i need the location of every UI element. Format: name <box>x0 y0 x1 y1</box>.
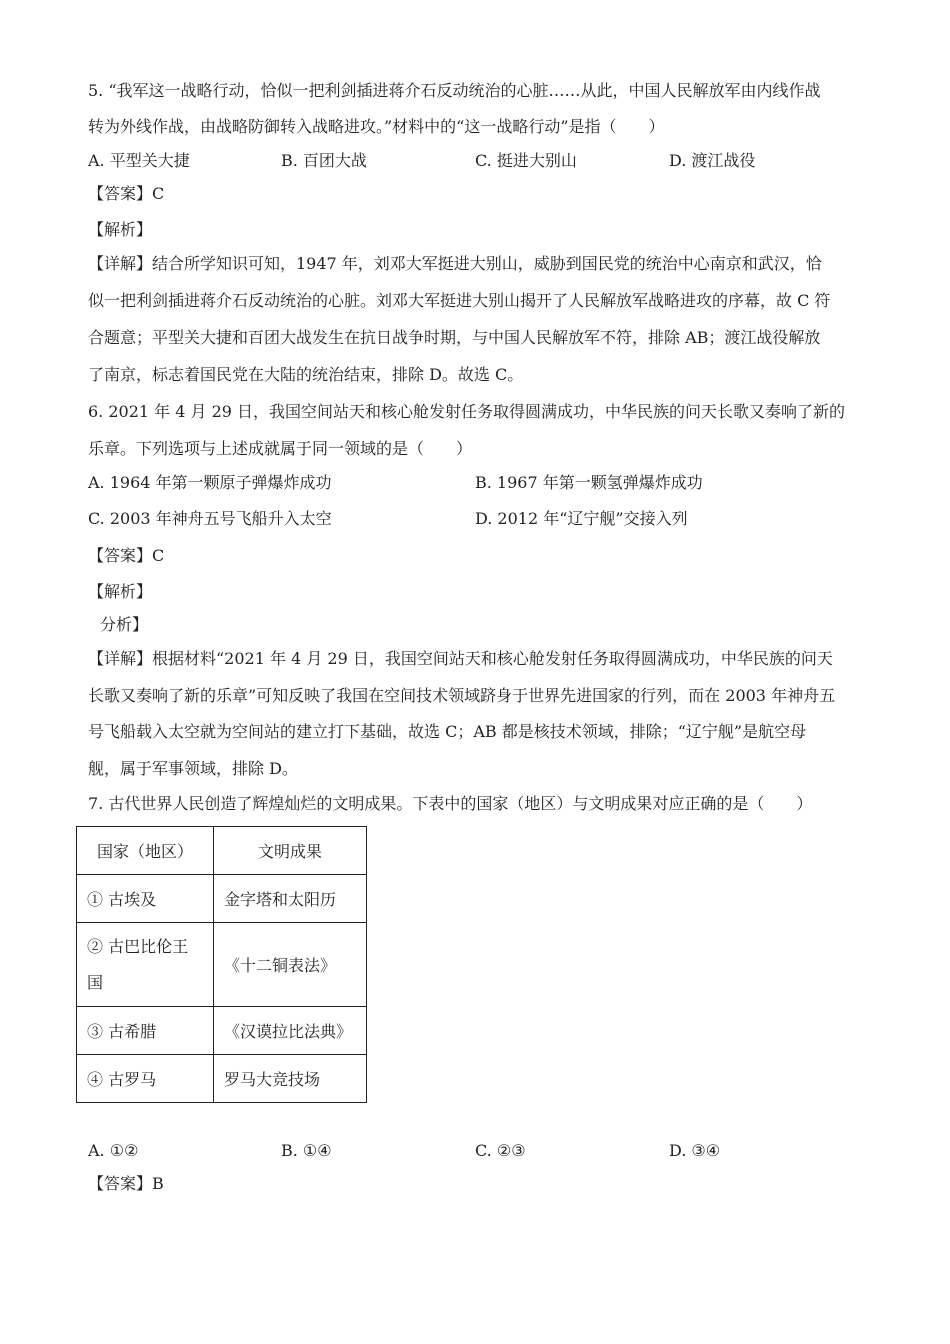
civilization-table <box>76 826 367 1103</box>
q5-detail-line-1: 【详解】结合所学知识可知，1947 年，刘邓大军挺进大别山，威胁到国民党的统治中心南京和武汉，恰 <box>88 254 822 273</box>
q7-stem: 7. 古代世界人民创造了辉煌灿烂的文明成果。下表中的国家（地区）与文明成果对应正确的是（ ） <box>88 794 813 813</box>
q6-analysis-sub: 分析】 <box>100 615 149 634</box>
table-row <box>77 1007 367 1055</box>
q6-detail-line-4: 舰，属于军事领域，排除 D。 <box>88 759 298 778</box>
q5-option-c: C. 挺进大别山 <box>475 151 577 170</box>
table-header-achievement: 文明成果 <box>214 827 367 875</box>
q6-stem-line-2: 乐章。下列选项与上述成就属于同一领域的是（ ） <box>88 439 473 458</box>
table-header-row <box>77 827 367 875</box>
q5-answer: 【答案】C <box>88 184 165 203</box>
table-cell-country-line-2: 国 <box>87 972 104 992</box>
q7-option-a: A. ①② <box>88 1141 139 1160</box>
q6-options-row-1 <box>88 472 888 494</box>
table-row <box>77 1055 367 1103</box>
q6-stem-line-1: 6. 2021 年 4 月 29 日，我国空间站天和核心舱发射任务取得圆满成功，中华民族的问天长歌又奏响了新的 <box>88 402 846 421</box>
q7-option-d: D. ③④ <box>669 1141 721 1160</box>
q6-answer: 【答案】C <box>88 546 165 565</box>
q5-detail-line-3: 合题意；平型关大捷和百团大战发生在抗日战争时期，与中国人民解放军不符，排除 AB；渡江战役解放 <box>88 328 821 347</box>
q6-analysis-heading: 【解析】 <box>88 582 153 601</box>
table-cell-achievement: 罗马大竞技场 <box>214 1055 367 1103</box>
q6-option-b: B. 1967 年第一颗氢弹爆炸成功 <box>475 473 703 492</box>
table-row <box>77 923 367 1007</box>
q5-option-a: A. 平型关大捷 <box>88 151 190 170</box>
q5-stem-line-1: 5. “我军这一战略行动，恰似一把利剑插进蒋介石反动统治的心脏……从此，中国人民解放军由内线作战 <box>88 81 821 100</box>
table-row <box>77 875 367 923</box>
q5-options <box>88 150 888 172</box>
q6-option-d: D. 2012 年“辽宁舰”交接入列 <box>475 509 688 528</box>
q7-option-b: B. ①④ <box>281 1141 332 1160</box>
q6-detail-line-2: 长歌又奏响了新的乐章”可知反映了我国在空间技术领域跻身于世界先进国家的行列，而在 2003 年神舟五 <box>88 686 836 705</box>
table-cell-country: ① 古埃及 <box>77 875 214 923</box>
q6-option-c: C. 2003 年神舟五号飞船升入太空 <box>88 509 332 528</box>
table-cell-country <box>77 923 214 1007</box>
table-cell-country: ④ 古罗马 <box>77 1055 214 1103</box>
q5-detail-line-2: 似一把利剑插进蒋介石反动统治的心脏。刘邓大军挺进大别山揭开了人民解放军战略进攻的序幕，故 C 符 <box>88 291 831 310</box>
table-cell-country-line-1: ② 古巴比伦王 <box>87 936 189 956</box>
q6-options-row-2 <box>88 508 888 530</box>
q6-detail-line-1: 【详解】根据材料“2021 年 4 月 29 日，我国空间站天和核心舱发射任务取得圆满成功，中华民族的问天 <box>88 649 833 668</box>
table-cell-achievement: 《汉谟拉比法典》 <box>214 1007 367 1055</box>
q5-option-b: B. 百团大战 <box>281 151 367 170</box>
table-cell-achievement: 《十二铜表法》 <box>214 923 367 1007</box>
q5-analysis-heading: 【解析】 <box>88 220 153 239</box>
q5-detail-line-4: 了南京，标志着国民党在大陆的统治结束，排除 D。故选 C。 <box>88 365 524 384</box>
q7-options <box>88 1140 888 1162</box>
q6-detail-line-3: 号飞船载入太空就为空间站的建立打下基础，故选 C；AB 都是核技术领域，排除；“辽宁舰”是航空母 <box>88 722 807 741</box>
q7-answer: 【答案】B <box>88 1174 164 1193</box>
q5-option-d: D. 渡江战役 <box>669 151 756 170</box>
table-cell-country: ③ 古希腊 <box>77 1007 214 1055</box>
table-header-country: 国家（地区） <box>77 827 214 875</box>
q6-option-a: A. 1964 年第一颗原子弹爆炸成功 <box>88 473 332 492</box>
table-cell-achievement: 金字塔和太阳历 <box>214 875 367 923</box>
q7-option-c: C. ②③ <box>475 1141 526 1160</box>
q5-stem-line-2: 转为外线作战，由战略防御转入战略进攻。”材料中的“这一战略行动”是指（ ） <box>88 117 665 136</box>
